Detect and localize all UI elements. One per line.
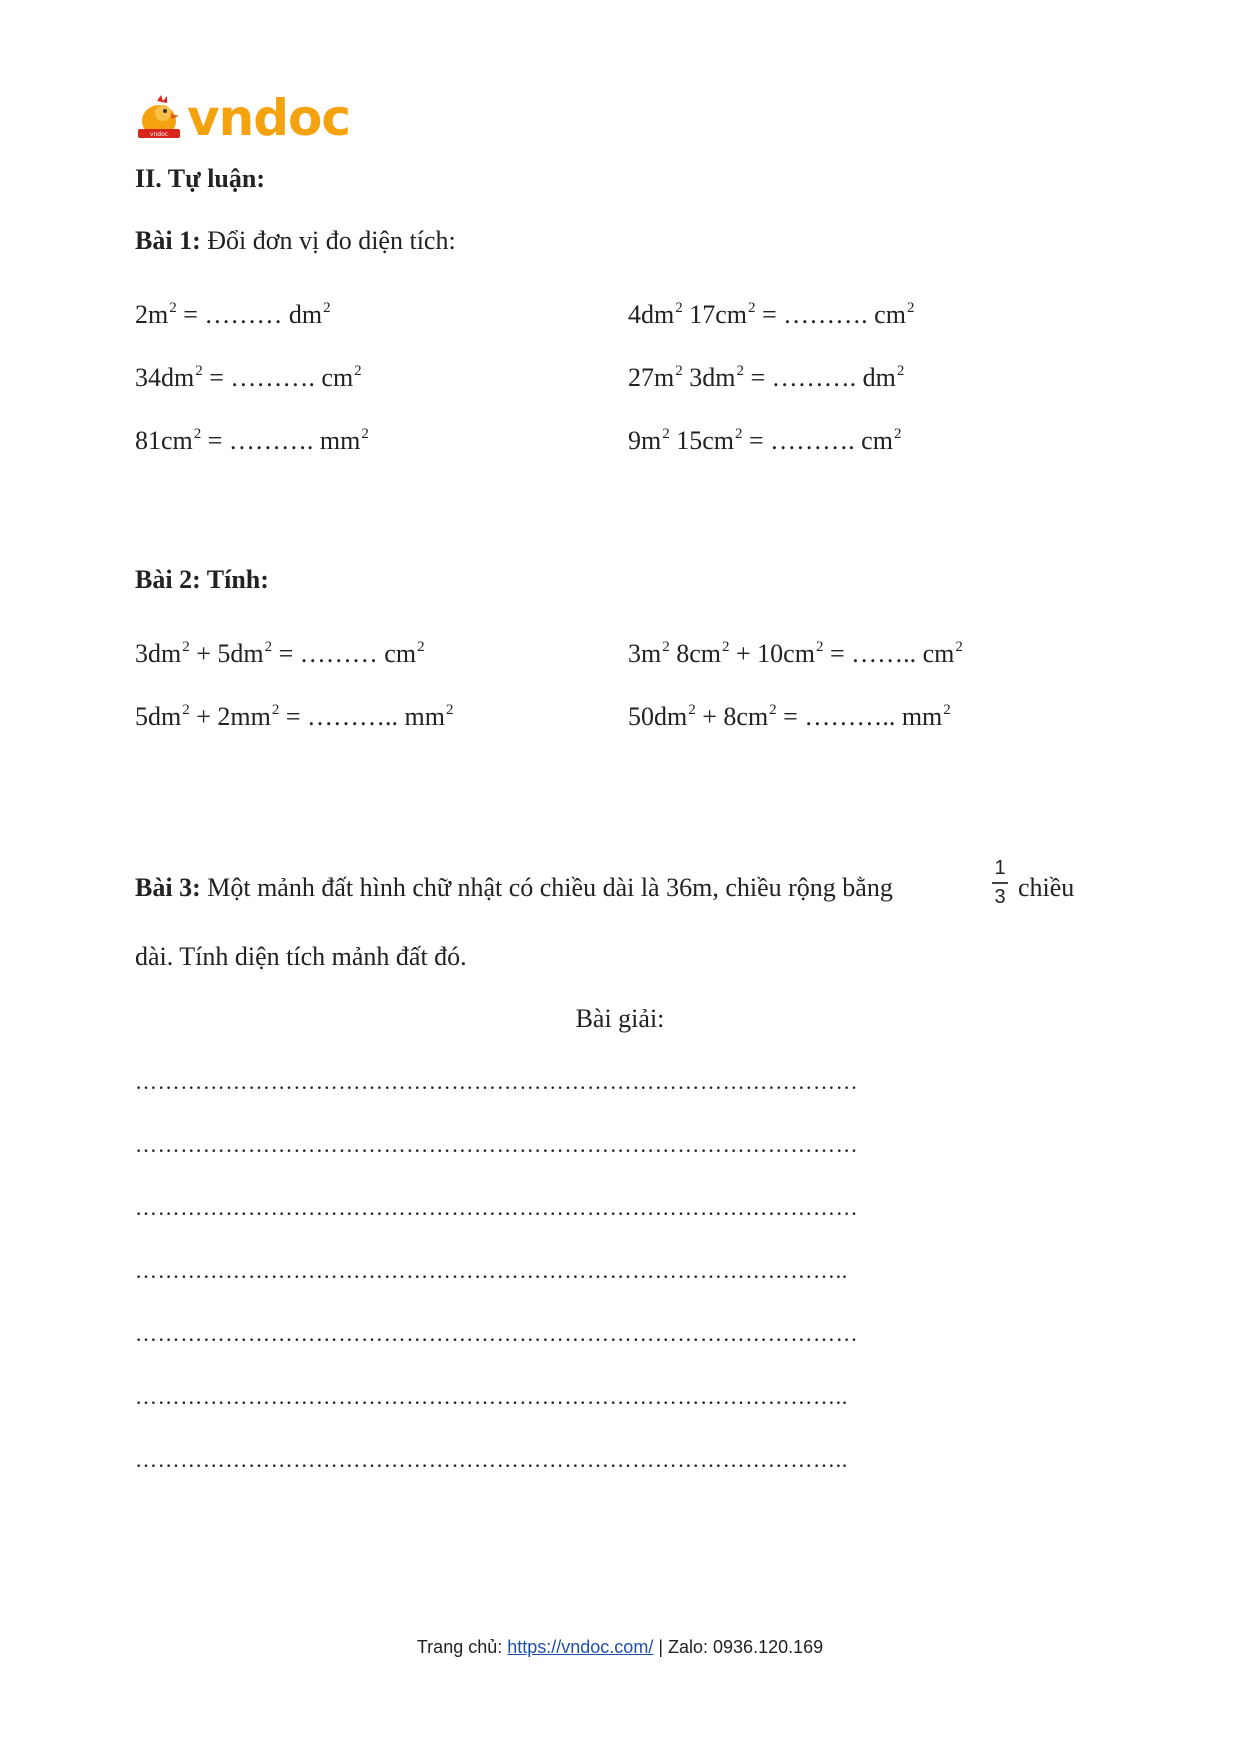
bai3-text-2: chiều — [1018, 873, 1075, 902]
answer-line-5[interactable]: …………………………………………………………………………………… — [135, 1321, 859, 1346]
bai1-item-2: $4dm^2$ $17cm^2$ = ………. $cm^2$ — [628, 300, 915, 329]
answer-line-6[interactable]: ………………………………………………………………………………….. — [135, 1384, 848, 1409]
bai1-text: Đổi đơn vị đo diện tích: — [200, 226, 456, 255]
answer-line-2[interactable]: …………………………………………………………………………………… — [135, 1132, 859, 1157]
bai1-label: Bài 1: — [135, 226, 201, 255]
fraction-one-third — [990, 857, 1010, 909]
answer-line-7[interactable]: ………………………………………………………………………………….. — [135, 1447, 848, 1472]
chicken-mascot-icon — [135, 95, 183, 147]
homepage-link[interactable]: https://vndoc.com/ — [507, 1637, 654, 1657]
vndoc-logo[interactable] — [135, 89, 360, 150]
bai2-heading — [135, 565, 269, 595]
bai2-item-4: $50dm^2 + 8cm^2$ = ……….. $mm^2$ — [628, 702, 951, 731]
footer-prefix: Trang chủ: — [416, 1637, 508, 1657]
page-footer — [0, 1637, 1240, 1658]
bai2-item-1: $3dm^2 + 5dm^2$ = ……… $cm^2$ — [135, 639, 425, 668]
answer-line-1[interactable]: …………………………………………………………………………………… — [135, 1069, 859, 1094]
bai2-item-2: $3m^2$ $8cm^2 + 10cm^2$ = …….. $cm^2$ — [628, 639, 963, 668]
fraction-denominator: 3 — [994, 885, 1006, 908]
bai1-item-4: $27m^2$ $3dm^2$ = ………. $dm^2$ — [628, 363, 905, 392]
bai2-item-3: $5dm^2 + 2mm^2$ = ……….. $mm^2$ — [135, 702, 454, 731]
bai1-item-6: $9m^2$ $15cm^2$ = ………. $cm^2$ — [628, 426, 902, 455]
bai1-item-5: $81cm^2$ = ………. $mm^2$ — [135, 426, 369, 455]
answer-line-4[interactable]: ………………………………………………………………………………….. — [135, 1258, 848, 1283]
section-title-text: II. Tự luận: — [135, 164, 266, 193]
fraction-numerator: 1 — [994, 857, 1006, 879]
svg-text:vndoc: vndoc — [149, 131, 169, 138]
section-title — [135, 164, 265, 194]
bai3-text-1: Một mảnh đất hình chữ nhật có chiều dài là 36m, chiều rộng bằng — [200, 873, 893, 902]
bai1-item-1: $2m^2$ = ……… $dm^2$ — [135, 300, 331, 329]
bai3-label: Bài 3: — [135, 873, 201, 902]
bai1-item-3: $34dm^2$ = ………. $cm^2$ — [135, 363, 362, 392]
logo-text: vndoc — [187, 89, 350, 147]
bai1-heading — [135, 226, 456, 256]
answer-line-3[interactable]: …………………………………………………………………………………… — [135, 1195, 859, 1220]
bai3-text-3: dài. Tính diện tích mảnh đất đó. — [135, 942, 467, 971]
solution-label: Bài giải: — [575, 1004, 665, 1033]
fraction-bar — [992, 882, 1008, 884]
footer-suffix: | Zalo: 0936.120.169 — [653, 1637, 824, 1657]
bai3-line-1 — [135, 873, 893, 903]
bai2-label: Bài 2: Tính: — [135, 565, 269, 594]
